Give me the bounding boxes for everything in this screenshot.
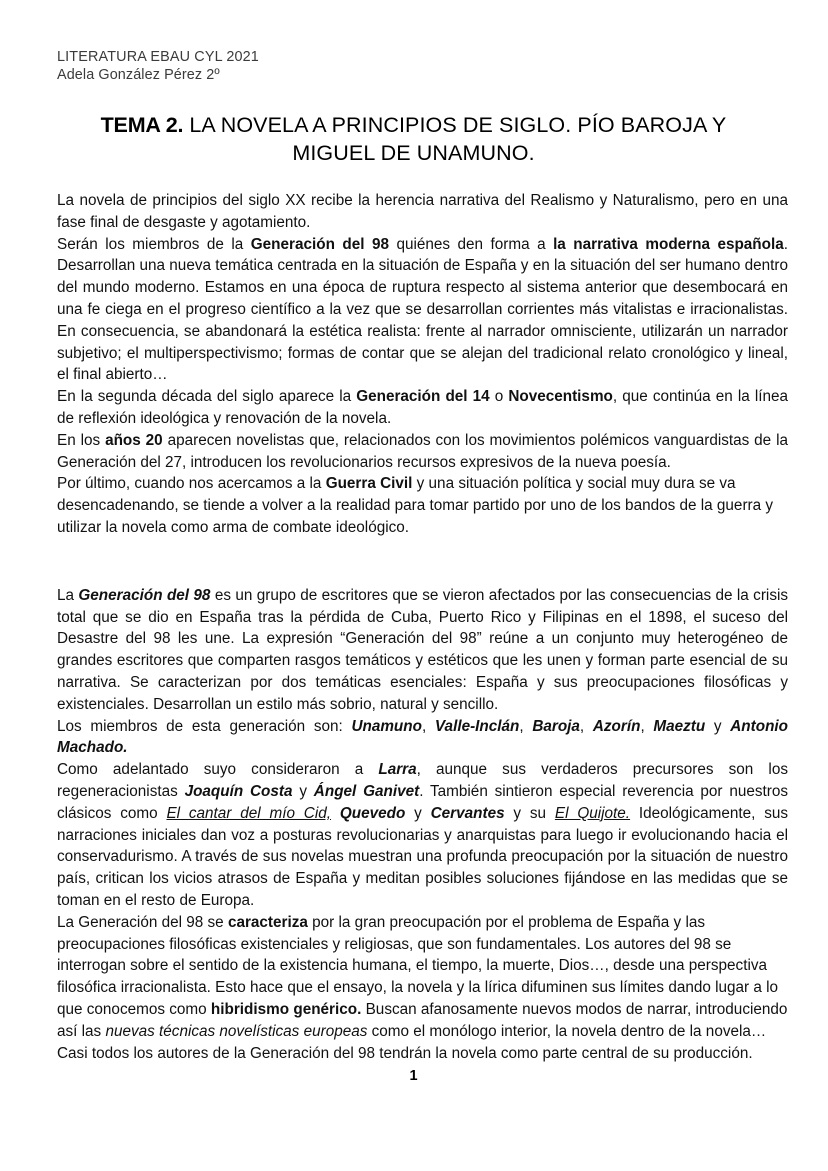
bold-run-guerra-civil: Guerra Civil [325, 475, 413, 493]
text-run: , [519, 717, 533, 735]
bold-run-hibridismo-generico: hibridismo genérico. [210, 1000, 362, 1018]
bold-run-novecentismo: Novecentismo [508, 388, 613, 406]
work-cantar-mio-cid: El cantar del mío Cid, [166, 804, 332, 822]
paragraph-intro-1 [57, 190, 788, 234]
text-run: como el monólogo interior, la novela dentro de la novela… Casi todos los autores de la Generación del 98 tendrán la novela como parte central de su producción. [57, 1022, 767, 1062]
author-maeztu: Maeztu [653, 717, 706, 735]
author-larra: Larra [378, 761, 417, 779]
text-run: y su [504, 804, 555, 822]
author-joaquin-costa: Joaquín Costa [184, 782, 293, 800]
text-run: , aunque sus verdaderos precursores son los regeneracionistas [57, 761, 788, 800]
page-number: 1 [409, 1068, 418, 1085]
text-run: En la segunda década del siglo aparece la [57, 388, 357, 406]
author-unamuno: Unamuno [351, 717, 422, 735]
text-run: , [640, 717, 654, 735]
bold-run-narrativa-moderna: la narrativa moderna española [553, 235, 784, 253]
section-introduction [57, 190, 788, 539]
text-run: Buscan afanosamente nuevos modos de narrar, introduciendo así las [57, 1000, 788, 1040]
title-tema-label: TEMA 2. [100, 112, 184, 137]
bold-run-generacion-98: Generación del 98 [250, 235, 389, 253]
text-run: por la gran preocupación por el problema de España y las preocupaciones filosóficas existenciales y religiosas, que son fundamentales. Los autores del 98 se interrogan sobre el sentido de la existencia humana, el tiempo, la muerte, Dios…, desde una perspectiva filosófica irracionalista. Esto hace que el ensayo, la novela y la lírica difuminen sus límites dando lugar a lo que conocemos como [57, 913, 779, 1018]
text-run: y [292, 782, 314, 800]
author-valle-inclan: Valle-Inclán [434, 717, 520, 735]
text-run: o [489, 388, 509, 406]
bold-run-generacion-14: Generación del 14 [356, 388, 490, 406]
paragraph-text: La novela de principios del siglo XX recibe la herencia narrativa del Realismo y Naturalismo, pero en una fase final de desgaste y agotamiento. [57, 192, 788, 231]
author-name: Adela González Pérez 2º [57, 67, 220, 84]
author-cervantes: Cervantes [430, 804, 505, 822]
paragraph-intro-2 [57, 234, 788, 387]
text-run [331, 805, 340, 822]
section-divider-space [57, 539, 788, 585]
paragraph-g98-members [57, 716, 788, 760]
text-run: . También sintieron especial reverencia por nuestros clásicos como [57, 782, 789, 822]
italic-run-nuevas-tecnicas: nuevas técnicas novelísticas europeas [105, 1022, 368, 1040]
text-run: . Desarrollan una nueva temática centrada en la situación de España y en la situación del ser humano dentro del mundo moderno. Estamos en una época de ruptura respecto al sistema anterior que desembocará en una fe ciega en el progreso científico a la vez que se desarrollan corrientes más vitalistas e irracionalistas. En consecuencia, se abandonará la estética realista: frente al narrador omnisciente, utilizarán un narrador subjetivo; el multiperspectivismo; formas de contar que se alejan del tradicional relato cronológico y lineal, el final abierto… [57, 235, 789, 384]
text-run: Ideológicamente, sus narraciones iniciales dan voz a posturas revolucionarias y anarquistas para luego ir evolucionando hacia el conservadurismo. A través de sus novelas muestran una profunda preocupación por la situación de nuestro país, critican los vicios atrasos de España y meditan posibles soluciones fijándose en las medidas que se toman en el resto de Europa. [57, 804, 789, 909]
bold-run-caracteriza: caracteriza [227, 913, 308, 931]
author-antonio-machado: Antonio Machado. [57, 717, 789, 757]
author-azorin: Azorín [592, 717, 641, 735]
text-run: y una situación política y social muy dura se va desencadenando, se tiende a volver a la realidad para tomar partido por uno de los bandos de la guerra y utilizar la novela como arma de combate ideológico. [57, 475, 774, 537]
text-run: Como adelantado suyo consideraron a [57, 761, 379, 779]
section-generacion-98 [57, 585, 788, 1065]
paragraph-intro-4 [57, 430, 788, 474]
paragraph-g98-1 [57, 585, 788, 716]
text-run: , [579, 717, 593, 735]
course-title: LITERATURA EBAU CYL 2021 [57, 49, 259, 65]
document-header [57, 48, 788, 85]
text-run: En los [57, 431, 106, 449]
text-run: quiénes den forma a [389, 235, 554, 253]
page-title [57, 111, 770, 168]
author-angel-ganivet: Ángel Ganivet [313, 782, 420, 800]
text-run: y [405, 804, 431, 822]
title-subject-label: LA NOVELA A PRINCIPIOS DE SIGLO. PÍO BAROJA Y MIGUEL DE UNAMUNO. [183, 112, 727, 166]
text-run: La [57, 586, 79, 604]
text-run: , que continúa en la línea de reflexión ideológica y renovación de la novela. [57, 388, 788, 428]
text-run: Los miembros de esta generación son: [57, 717, 352, 735]
text-run: La Generación del 98 se [57, 913, 228, 931]
text-run: aparecen novelistas que, relacionados con los movimientos polémicos vanguardistas de la Generación del 27, introducen los revolucionarios recursos expresivos de la nueva poesía. [57, 431, 788, 471]
paragraph-intro-3 [57, 386, 788, 430]
bold-run-anios-20: años 20 [105, 431, 163, 449]
author-baroja: Baroja [532, 717, 580, 735]
paragraph-intro-5 [57, 473, 788, 538]
author-quevedo: Quevedo [339, 804, 406, 822]
text-run: , [421, 717, 435, 735]
text-run: y [705, 717, 731, 735]
text-run: Por último, cuando nos acercamos a la [57, 475, 326, 493]
text-run: es un grupo de escritores que se vieron afectados por las consecuencias de la crisis total que se dio en España tras la pérdida de Cuba, Puerto Rico y Filipinas en el 1898, el suceso del Desastre del 98 les une. La expresión “Generación del 98” reúne a un conjunto muy heterogéneo de grandes escritores que comparten rasgos temáticos y estéticos que les unen y forman parte esencial de su narrativa. Se caracterizan por dos temáticas esenciales: España y sus preocupaciones filosóficas y existenciales. Desarrollan un estilo más sobrio, natural y sencillo. [57, 586, 789, 713]
text-run: Serán los miembros de la [57, 235, 251, 253]
paragraph-g98-characteristics [57, 912, 788, 1065]
bold-italic-run-generacion-98: Generación del 98 [78, 586, 211, 604]
paragraph-g98-precursors [57, 759, 788, 912]
work-el-quijote: El Quijote. [554, 804, 631, 822]
